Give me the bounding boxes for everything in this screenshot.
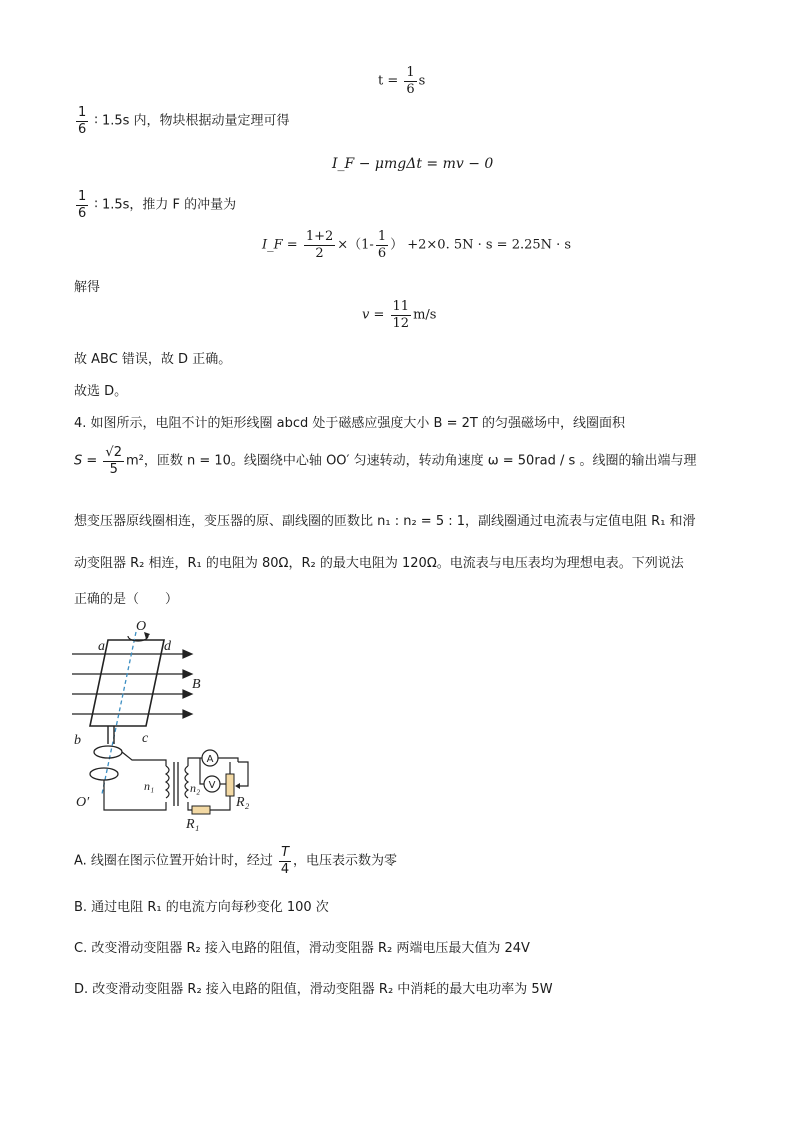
rheostat-R2 <box>226 774 234 796</box>
line2-text: ∶ 1.5s，推力 F 的冲量为 <box>94 197 237 213</box>
jiede-text: 解得 <box>74 280 101 295</box>
q4-area-num: √2 <box>105 445 122 460</box>
eq-t-num: 1 <box>406 65 415 80</box>
q4-line-2 <box>74 446 696 476</box>
magnetic-field-lines <box>72 650 192 718</box>
label-R1: R₁ <box>186 817 200 832</box>
label-R2: R₂ <box>236 795 250 810</box>
equation-t <box>378 66 425 96</box>
rotation-axis <box>102 632 136 794</box>
line2-fraction <box>76 190 88 220</box>
option-D <box>74 978 553 997</box>
eq-IF-frac2-num: 1 <box>377 229 387 244</box>
label-B: B <box>192 677 201 692</box>
q4-line2-pre: S = <box>74 453 98 469</box>
eq-impulse-text: I_F − μmgΔt = mv − 0 <box>332 156 494 172</box>
option-A-pre: A. 线圈在图示位置开始计时，经过 <box>74 853 273 869</box>
option-A-num: T <box>281 845 290 860</box>
q4-line4-text: 动变阻器 R₂ 相连，R₁ 的电阻为 80Ω，R₂ 的最大电阻为 120Ω。电流表与电压表均为理想电表。下列说法 <box>74 556 684 571</box>
option-C <box>74 937 530 956</box>
q4-line-3 <box>74 510 696 529</box>
label-O-prime: O′ <box>76 795 90 810</box>
option-A <box>74 846 397 876</box>
eq-v-unit: m/s <box>413 307 437 323</box>
line1-num: 1 <box>78 105 87 120</box>
eq-IF-frac1 <box>304 230 335 260</box>
equation-impulse <box>332 156 493 172</box>
label-d: d <box>164 639 171 654</box>
text-line-2 <box>74 190 236 220</box>
secondary-coil <box>185 766 188 798</box>
eq-t-fraction <box>404 66 416 96</box>
option-A-den: 4 <box>280 861 290 877</box>
label-n1: n₁ <box>144 779 155 793</box>
option-A-post: ，电压表示数为零 <box>293 853 398 869</box>
option-A-fraction <box>279 846 291 876</box>
ammeter-label: A <box>206 754 214 765</box>
q4-area-den: 5 <box>109 461 118 477</box>
eq-t-unit: s <box>418 73 426 89</box>
label-a: a <box>98 639 105 654</box>
eq-t-lhs: t = <box>378 73 399 89</box>
label-O: O <box>136 619 147 634</box>
eq-IF-mid: ×（1- <box>337 237 374 253</box>
text-line-1 <box>74 106 290 136</box>
circuit-figure <box>70 614 270 836</box>
q4-line-1 <box>74 412 625 431</box>
option-C-text: C. 改变滑动变阻器 R₂ 接入电路的阻值，滑动变阻器 R₂ 两端电压最大值为 24V <box>74 941 530 956</box>
line1-fraction <box>76 106 88 136</box>
label-b: b <box>74 733 81 748</box>
eq-IF-frac2-den: 6 <box>377 245 387 261</box>
label-c: c <box>142 731 149 746</box>
eq-t-den: 6 <box>406 81 415 97</box>
option-B-text: B. 通过电阻 R₁ 的电流方向每秒变化 100 次 <box>74 900 329 915</box>
label-n2: n₂ <box>190 781 201 795</box>
q4-area-fraction <box>103 446 124 476</box>
eq-IF-lhs: I_F = <box>262 237 298 253</box>
text-jiede <box>74 276 100 295</box>
line1-den: 6 <box>78 121 87 137</box>
eq-v-lhs: v = <box>362 307 385 323</box>
option-B <box>74 896 329 915</box>
resistor-R1 <box>192 806 210 814</box>
q4-line5-text: 正确的是（ ） <box>74 592 179 607</box>
eq-v-num: 11 <box>392 299 410 314</box>
slip-ring-lower <box>90 768 118 780</box>
concl1-text: 故 ABC 错误，故 D 正确。 <box>74 352 232 367</box>
q4-line2-post: m²，匝数 n = 10。线圈绕中心轴 OO′ 匀速转动，转动角速度 ω = 50rad / s 。线圈的输出端与理 <box>125 453 697 469</box>
q4-line3-text: 想变压器原线圈相连，变压器的原、副线圈的匝数比 n₁ : n₂ = 5 : 1，副线圈通过电流表与定值电阻 R₁ 和滑 <box>74 514 696 529</box>
primary-coil <box>166 766 169 798</box>
eq-IF-rest: ） +2×0. 5N · s = 2.25N · s <box>390 237 572 253</box>
line1-text: ∶ 1.5s 内，物块根据动量定理可得 <box>94 113 290 129</box>
line2-num: 1 <box>78 189 87 204</box>
q4-line-5 <box>74 588 178 607</box>
eq-IF-frac1-den: 2 <box>315 245 324 261</box>
eq-v-den: 12 <box>392 315 410 331</box>
q4-line-4 <box>74 552 684 571</box>
q4-line1-text: 4. 如图所示，电阻不计的矩形线圈 abcd 处于磁感应强度大小 B = 2T 的匀强磁场中，线圈面积 <box>74 416 625 431</box>
slip-ring-upper <box>94 746 122 758</box>
equation-IF <box>262 230 571 260</box>
voltmeter-label: V <box>208 780 216 791</box>
conclusion-2 <box>74 380 127 399</box>
line2-den: 6 <box>78 205 87 221</box>
eq-v-fraction <box>391 300 412 330</box>
eq-IF-frac2 <box>376 230 388 260</box>
option-D-text: D. 改变滑动变阻器 R₂ 接入电路的阻值，滑动变阻器 R₂ 中消耗的最大电功率为 5W <box>74 982 553 997</box>
concl2-text: 故选 D。 <box>74 384 128 399</box>
equation-v <box>362 300 436 330</box>
eq-IF-frac1-num: 1+2 <box>305 229 334 244</box>
conclusion-1 <box>74 348 231 367</box>
